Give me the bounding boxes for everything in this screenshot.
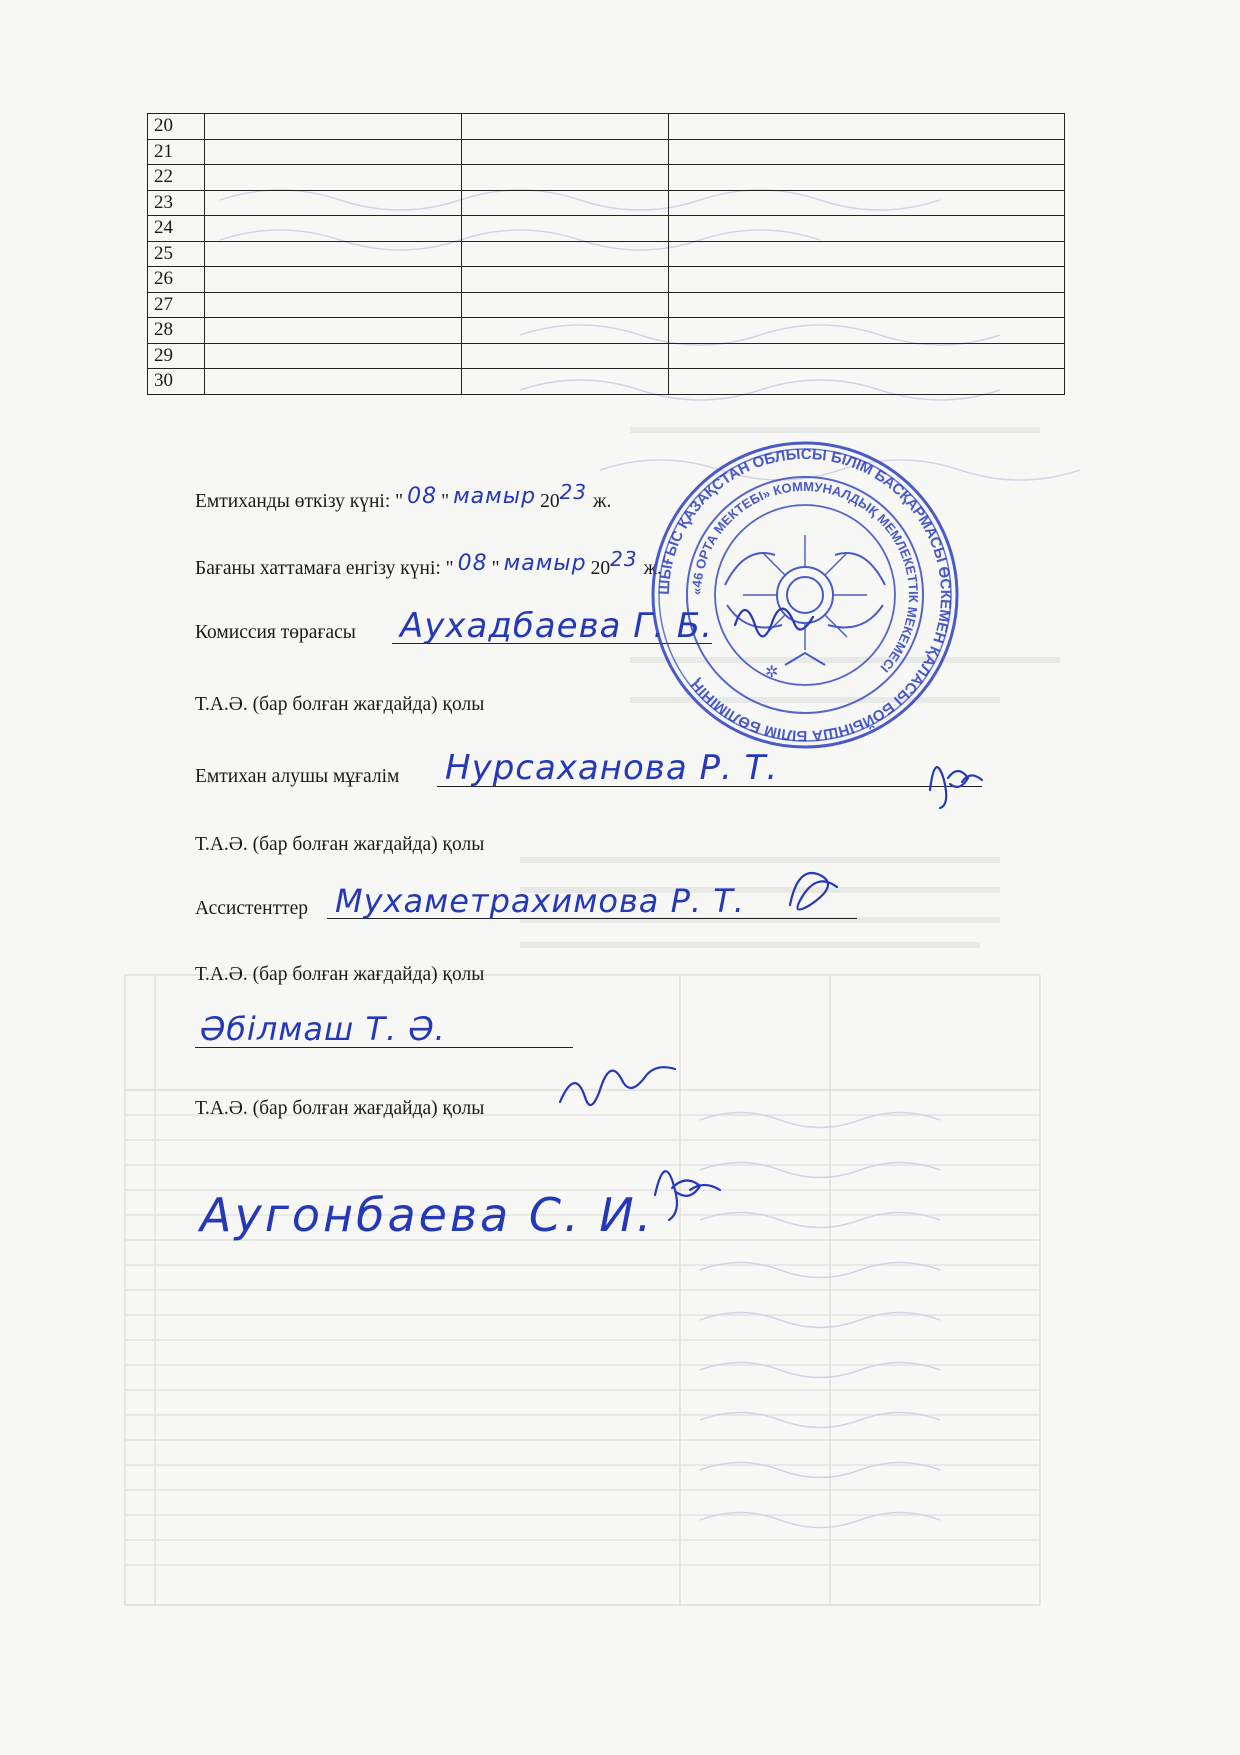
grade-date-tail: ж. bbox=[643, 558, 662, 579]
chair-label: Комиссия төрағасы bbox=[195, 622, 356, 643]
exam-date-tail: ж. bbox=[593, 491, 612, 512]
assistants-fio-caption: Т.А.Ә. (бар болған жағдайда) қолы bbox=[195, 964, 485, 985]
row-number: 30 bbox=[148, 369, 205, 395]
row-number: 22 bbox=[148, 165, 205, 191]
stamp-inner-text: «46 ОРТА МЕКТЕБІ» КОММУНАЛДЫҚ МЕМЛЕКЕТТІК МЕКЕМЕСІ bbox=[688, 478, 922, 676]
row-number: 23 bbox=[148, 190, 205, 216]
round-seal-stamp bbox=[653, 443, 957, 747]
exam-date-year-suffix: 23 bbox=[559, 480, 588, 504]
bottom-handwritten-name: Аугонбаева С. И. bbox=[200, 1188, 655, 1242]
row-number: 21 bbox=[148, 139, 205, 165]
grade-date-year-prefix: 20 bbox=[590, 558, 611, 579]
exam-date-day: 08 bbox=[407, 484, 438, 509]
row-number: 29 bbox=[148, 343, 205, 369]
stamp-emblem-icon bbox=[725, 535, 885, 665]
bottom-signature-scribble bbox=[655, 1171, 720, 1220]
stamp-star-icon: ✲ bbox=[765, 664, 779, 681]
grade-date-month: мамыр bbox=[503, 551, 587, 576]
row-number: 25 bbox=[148, 241, 205, 267]
grade-date-day: 08 bbox=[457, 551, 488, 576]
row-number: 26 bbox=[148, 267, 205, 293]
assistants-signature-scribble bbox=[790, 873, 837, 910]
grade-date-label: Бағаны хаттамаға енгізу күні: " bbox=[195, 558, 454, 579]
grade-date-year-suffix: 23 bbox=[610, 547, 638, 571]
chair-handwritten-name: Аухадбаева Г. Б. bbox=[400, 606, 713, 646]
exam-date-quote: " bbox=[441, 491, 450, 512]
assistants-label: Ассистенттер bbox=[195, 898, 309, 919]
stamp-outer-text: ШЫҒЫС ҚАЗАҚСТАН ОБЛЫСЫ БІЛІМ БАСҚАРМАСЫ ӨСКЕМЕН ҚАЛАСЫ БОЙЫНША БІЛІМ БӨЛІМІНІҢ bbox=[655, 445, 955, 745]
assistant2-fio-caption: Т.А.Ә. (бар болған жағдайда) қолы bbox=[195, 1098, 485, 1119]
fio-signature-scribble bbox=[560, 1067, 675, 1105]
chair-fio-caption: Т.А.Ә. (бар болған жағдайда) қолы bbox=[195, 694, 485, 715]
exam-date-label: Емтиханды өткізу күні: " bbox=[195, 491, 404, 512]
exam-date-year-prefix: 20 bbox=[540, 491, 560, 512]
teacher-fio-caption: Т.А.Ә. (бар болған жағдайда) қолы bbox=[195, 834, 485, 855]
exam-date-month: мамыр bbox=[453, 484, 537, 509]
row-number: 27 bbox=[148, 292, 205, 318]
teacher-signature-scribble bbox=[930, 767, 982, 808]
row-number: 20 bbox=[148, 114, 205, 140]
teacher-label: Емтихан алушы мұғалім bbox=[195, 766, 400, 787]
teacher-handwritten-name: Нурсаханова Р. Т. bbox=[445, 748, 779, 788]
assistant2-handwritten-name: Әбілмаш Т. Ә. bbox=[200, 1010, 446, 1048]
grade-date-quote: " bbox=[491, 558, 500, 579]
row-number: 28 bbox=[148, 318, 205, 344]
assistants-handwritten-name: Мухаметрахимова Р. Т. bbox=[335, 882, 745, 920]
row-number: 24 bbox=[148, 216, 205, 242]
